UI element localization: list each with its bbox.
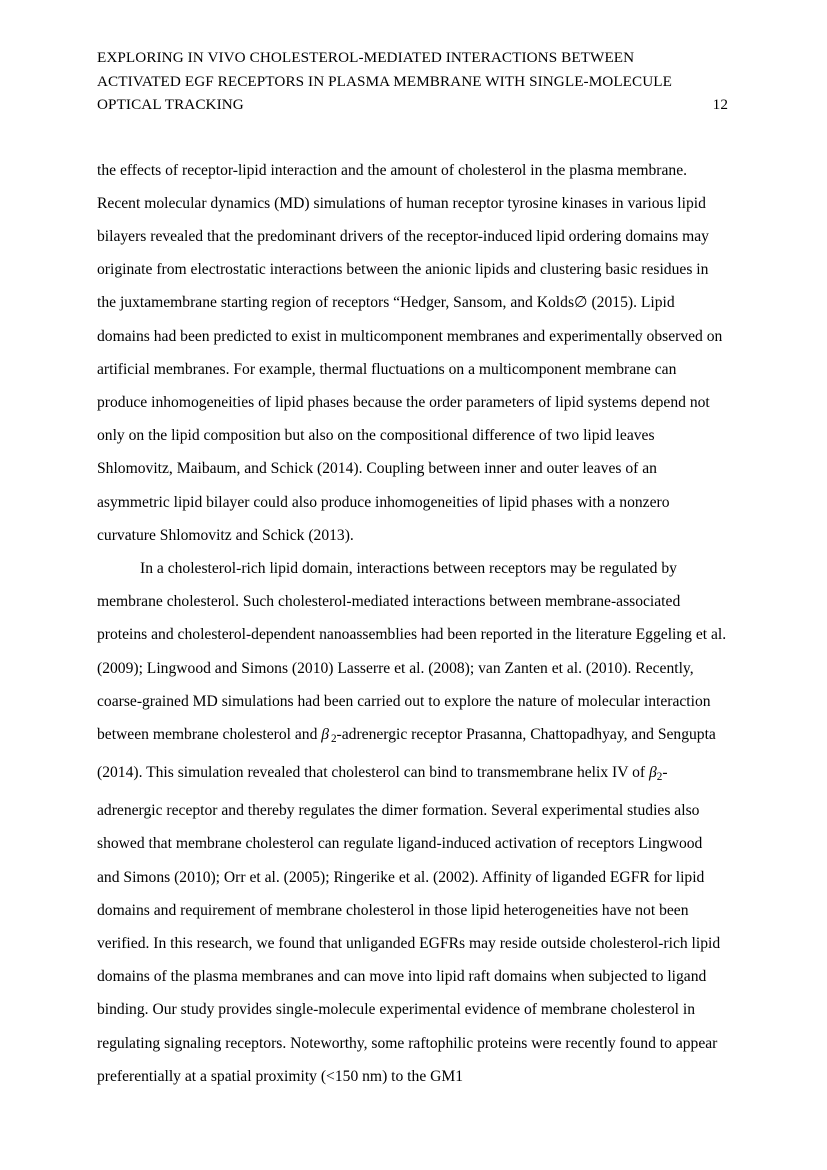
- paragraph-1-text: the effects of receptor-lipid interaction and the amount of cholesterol in the plasma membrane. Recent molecular dynamics (MD) simulations of human receptor tyrosine kinases in various lipid bilayers revealed that the predominant drivers of the receptor-induced lipid ordering domains may originate from electrostatic interactions between the anionic lipids and clustering basic residues in the juxtamembrane starting region of receptors “Hedger, Sansom, and Kolds∅ (2015). Lipid domains had been predicted to exist in multicomponent membranes and experimentally observed on artificial membranes. For example, thermal fluctuations on a multicomponent membrane can produce inhomogeneities of lipid phases because the order parameters of lipid systems depend not only on the lipid composition but also on the compositional difference of two lipid leaves Shlomovitz, Maibaum, and Schick (2014). Coupling between inner and outer leaves of an asymmetric lipid bilayer could also produce inhomogeneities of lipid phases with a nonzero curvature Shlomovitz and Schick (2013).: [97, 161, 723, 544]
- running-head-line-3-row: [97, 93, 728, 117]
- page-content: [97, 46, 728, 1093]
- beta-symbol-1: β: [321, 725, 331, 743]
- running-head: [97, 46, 728, 117]
- running-head-line-2: ACTIVATED EGF RECEPTORS IN PLASMA MEMBRANE WITH SINGLE-MOLECULE: [97, 72, 673, 90]
- beta-subscript-2: 2: [656, 770, 663, 783]
- beta-symbol-2: β: [649, 764, 657, 782]
- paragraph-2-segment-c: -adrenergic receptor and thereby regulates the dimer formation. Several experimental studies also showed that membrane cholesterol can regulate ligand-induced activation of receptors Lingwood and Simons (2010); Orr et al. (2005); Ringerike et al. (2002). Affinity of liganded EGFR for lipid domains and requirement of membrane cholesterol in those lipid heterogeneities have not been verified. In this research, we found that unliganded EGFRs may reside outside cholesterol-rich lipid domains of the plasma membranes and can move into lipid raft domains when subjected to ligand binding. Our study provides single-molecule experimental evidence of membrane cholesterol in regulating signaling receptors. Noteworthy, some raftophilic proteins were recently found to appear preferentially at a spatial proximity (<150 nm) to the GM1: [97, 764, 721, 1085]
- running-head-line-3: OPTICAL TRACKING: [97, 96, 244, 113]
- paragraph-1: [97, 154, 728, 552]
- body-text: [97, 154, 728, 1094]
- paragraph-2: [97, 552, 728, 1093]
- page-number: 12: [712, 96, 728, 113]
- paragraph-2-segment-b: -adrenergic receptor Prasanna, Chattopadhyay, and Sengupta (2014). This simulation revealed that cholesterol can bind to transmembrane helix IV of: [97, 725, 716, 782]
- running-head-line-1: EXPLORING IN VIVO CHOLESTEROL-MEDIATED INTERACTIONS BETWEEN: [97, 49, 635, 66]
- beta-subscript-1: 2: [330, 732, 337, 745]
- beta2-adrenergic-term-1: [321, 726, 336, 743]
- paragraph-2-segment-a: In a cholesterol-rich lipid domain, interactions between receptors may be regulated by membrane cholesterol. Such cholesterol-mediated interactions between membrane-associated proteins and cholesterol-dependent nanoassemblies had been reported in the literature Eggeling et al. (2009); Lingwood and Simons (2010) Lasserre et al. (2008); van Zanten et al. (2010). Recently, coarse-grained MD simulations had been carried out to explore the nature of molecular interaction between membrane cholesterol and: [97, 559, 727, 743]
- beta2-adrenergic-term-2: [649, 764, 662, 781]
